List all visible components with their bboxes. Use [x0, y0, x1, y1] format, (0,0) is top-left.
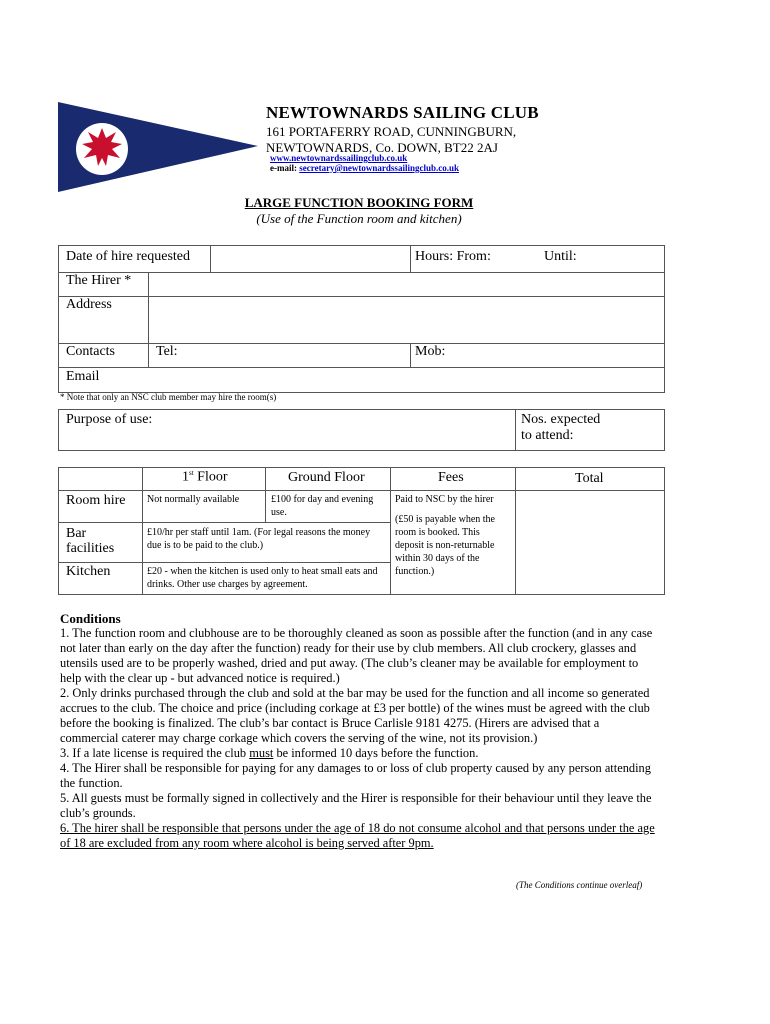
fees-paid-to-nsc: Paid to NSC by the hirer [395, 494, 494, 505]
until-label: Until: [544, 249, 577, 264]
address-field[interactable] [150, 298, 663, 342]
room-hire-first-floor: Not normally available [147, 494, 240, 505]
total-field[interactable] [517, 492, 663, 593]
address-line-2: NEWTOWNARDS, Co. DOWN, BT22 2AJ [266, 140, 498, 155]
hirer-label: The Hirer * [66, 273, 132, 288]
email-field-label: Email [66, 369, 100, 384]
kitchen-fees-text: £20 - when the kitchen is used only to heat small eats and drinks. Other use charges by agreement. [147, 566, 378, 590]
nos-expected-line2: to attend: [521, 428, 574, 443]
condition-2: 2. Only drinks purchased through the club and sold at the bar may be used for the function and all income so generated accrues to the club. The choice and price (including corkage at £3 per bottle) of the wines must be agreed with the club before the booking is finalized. The club’s bar contact is Bruce Carlisle 9181 4275. (Hirers are advised that a commercial caterer may charge corkage which covers the serving of the wine, not its provision.) [60, 686, 650, 745]
date-of-hire-label: Date of hire requested [66, 249, 190, 264]
purpose-field[interactable] [160, 411, 510, 449]
condition-6: 6. The hirer shall be responsible that persons under the age of 18 do not consume alcohol and that persons under the age of 18 are excluded from any room where alcohol is being served after 9pm. [60, 821, 655, 850]
email-link[interactable]: secretary@newtownardssailingclub.co.uk [299, 163, 459, 173]
conditions-title: Conditions [60, 611, 121, 626]
tel-label: Tel: [156, 344, 178, 359]
condition-4: 4. The Hirer shall be responsible for paying for any damages to or loss of club property caused by any person attending the function. [60, 761, 651, 790]
nos-expected-line1: Nos. expected [521, 412, 601, 427]
date-of-hire-field[interactable] [212, 247, 408, 271]
continue-overleaf-note: (The Conditions continue overleaf) [516, 880, 643, 890]
condition-5: 5. All guests must be formally signed in collectively and the Hirer is responsible for their behaviour until they leave the club’s grounds. [60, 791, 652, 820]
room-hire-label: Room hire [66, 493, 126, 508]
header-first-floor: 1st Floor [182, 469, 228, 485]
bar-label-line2: facilities [66, 541, 115, 556]
member-note: * Note that only an NSC club member may hire the room(s) [60, 392, 277, 402]
email-label: e-mail: [270, 163, 297, 173]
address-label: Address [66, 297, 112, 312]
email-field[interactable] [150, 369, 663, 391]
form-subtitle: (Use of the Function room and kitchen) [256, 211, 462, 226]
bar-fees-text: £10/hr per staff until 1am. (For legal reasons the money due is to be paid to the club.) [147, 527, 371, 551]
club-burgee-logo [58, 102, 258, 192]
header-total: Total [575, 471, 604, 486]
email-line [270, 163, 459, 173]
mob-label: Mob: [415, 344, 446, 359]
conditions-list [60, 626, 660, 851]
condition-3: 3. If a late license is required the club must be informed 10 days before the function. [60, 746, 479, 760]
hirer-field[interactable] [150, 274, 663, 295]
room-hire-ground-floor: £100 for day and evening use. [271, 494, 374, 518]
kitchen-label: Kitchen [66, 564, 111, 579]
club-name: NEWTOWNARDS SAILING CLUB [266, 103, 539, 122]
hours-from-label: Hours: From: [415, 249, 491, 264]
address-line-1: 161 PORTAFERRY ROAD, CUNNINGBURN, [266, 124, 517, 139]
header-ground-floor: Ground Floor [288, 470, 365, 485]
form-title: LARGE FUNCTION BOOKING FORM [244, 195, 474, 210]
header-fees: Fees [438, 470, 464, 485]
contacts-label: Contacts [66, 344, 115, 359]
purpose-label: Purpose of use: [66, 412, 153, 427]
bar-label-line1: Bar [66, 526, 87, 541]
website-link[interactable]: www.newtownardssailingclub.co.uk [270, 153, 408, 163]
fees-deposit-note: (£50 is payable when the room is booked. This deposit is non-returnable within 30 days of the function.) [395, 514, 495, 577]
condition-1: 1. The function room and clubhouse are to be thoroughly cleaned as soon as possible after the function (and in any case not later than early on the day after the function) ready for their use by club members. All club crockery, glasses and utensils used are to be properly washed, dried and put away. (The club’s cleaner may be available for employment to help with the clear up - but advanced notice is required.) [60, 626, 653, 685]
